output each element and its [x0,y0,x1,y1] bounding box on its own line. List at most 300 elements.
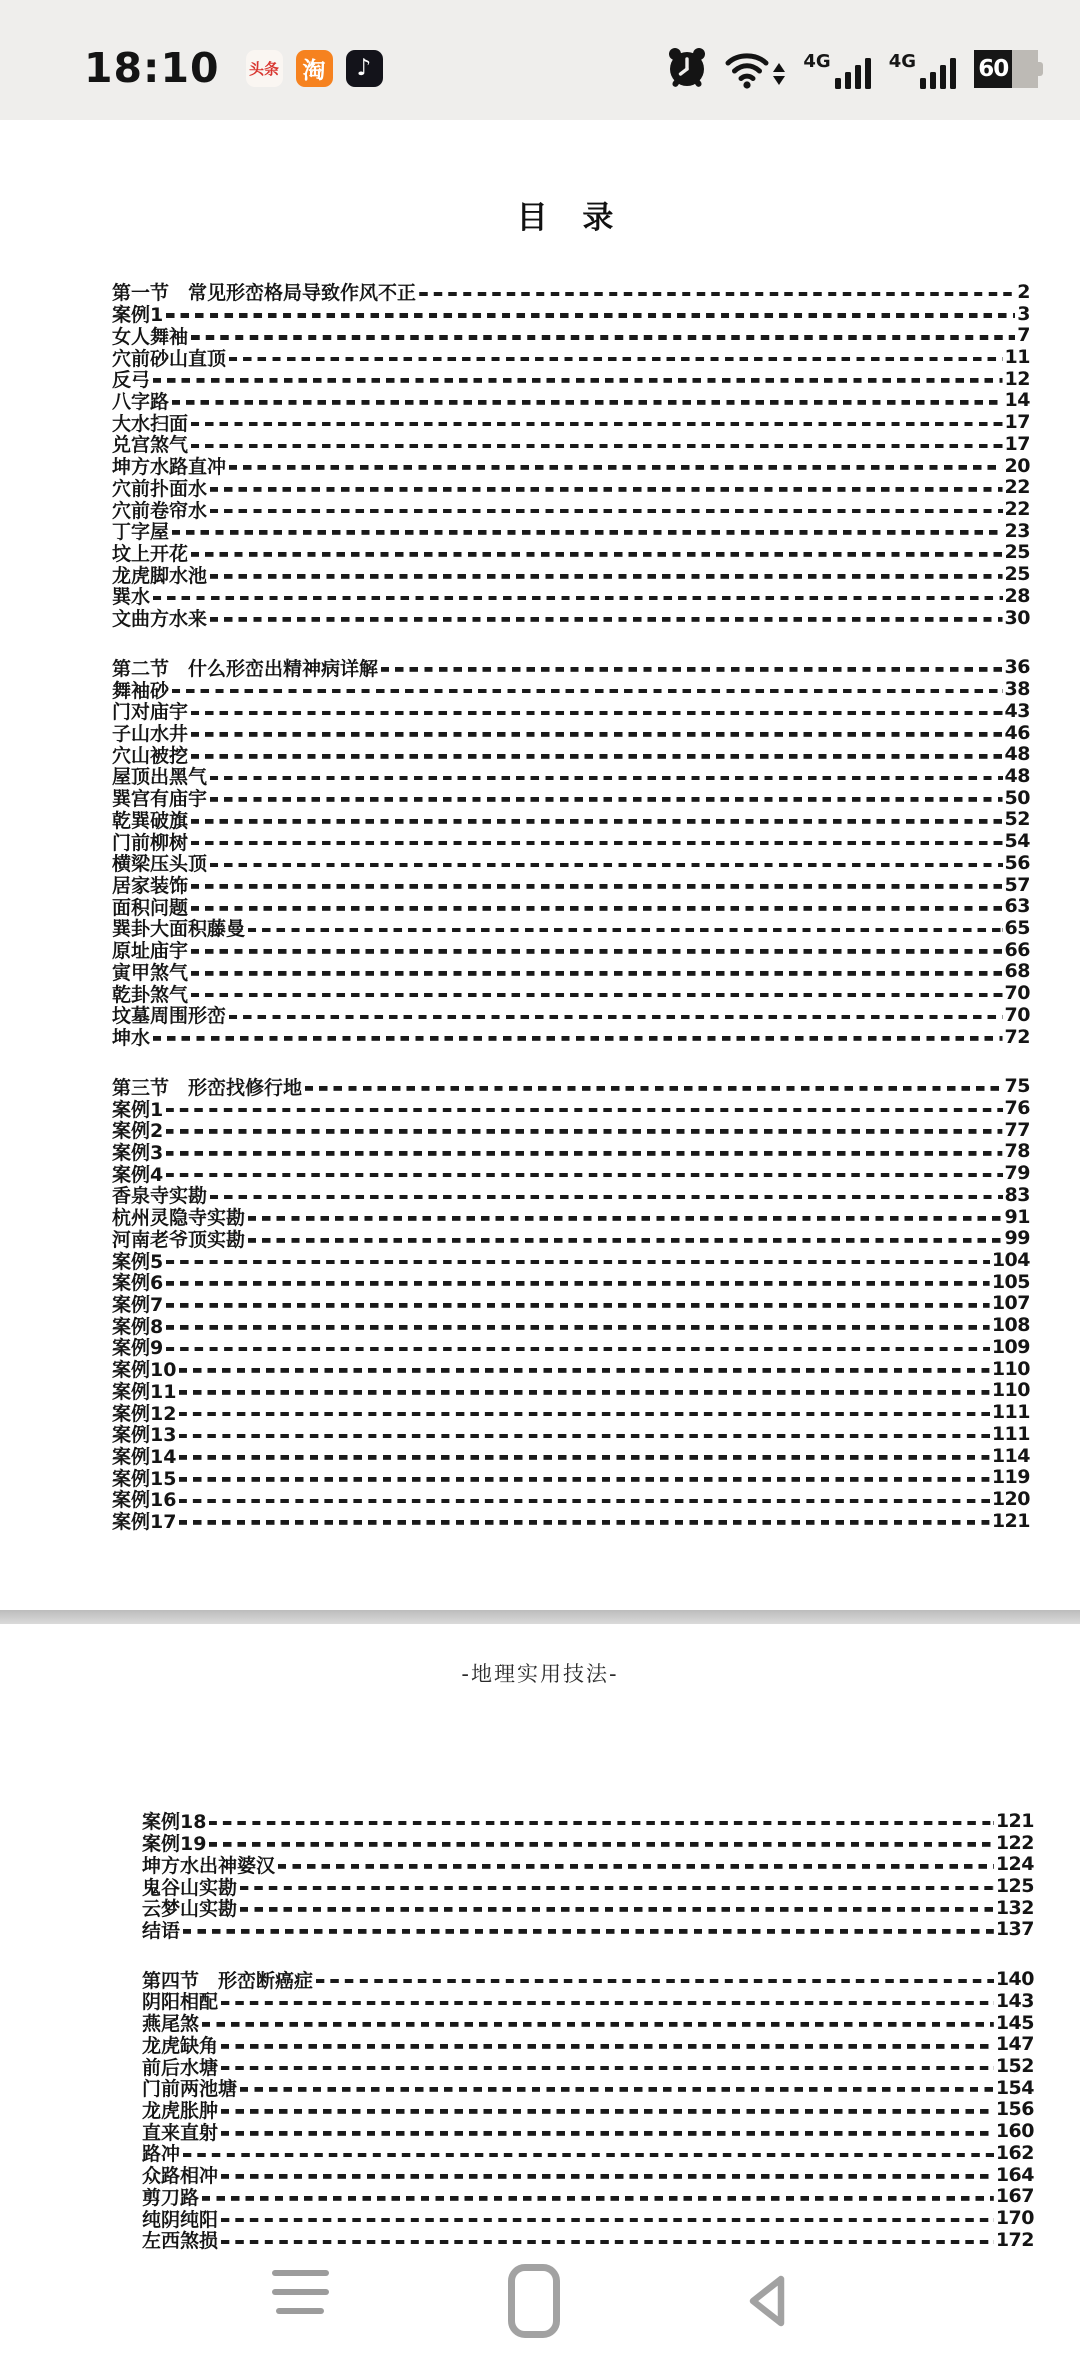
toc-entry-page: 2 [1017,280,1030,303]
toc-entry-title: 穴前卷帘水 [112,499,208,522]
toc-entry-page: 143 [995,1989,1034,2012]
dash-leader [191,444,1003,449]
toc-entry [112,830,1030,852]
toc-entry-page: 137 [995,1918,1034,1941]
dash-leader [248,928,1003,933]
page-divider [0,1610,1080,1624]
toc-entry [112,1097,1030,1119]
toc-entry-title: 大水扫面 [112,412,189,435]
dash-leader [191,552,1003,557]
toc-entry [112,498,1030,520]
toc-entry-page: 120 [991,1487,1030,1510]
toc-entry-title: 巽水 [112,586,151,609]
toc-entry [112,607,1030,629]
toc-entry [112,1004,1030,1026]
toc-entry [112,1423,1030,1445]
dash-leader [166,1303,990,1308]
toc-entry-title: 龙虎缺角 [142,2034,219,2057]
dash-leader [153,1036,1003,1041]
toc-entry-page: 50 [1004,786,1030,809]
toc-entry-page: 77 [1004,1118,1030,1141]
dash-leader [221,2240,994,2245]
toc-entry-title: 左西煞损 [142,2230,219,2253]
toc-entry-title: 案例16 [112,1489,177,1512]
status-bar [0,0,1080,120]
dash-leader [179,1390,989,1395]
toc-entry-title: 案例17 [112,1511,177,1534]
dash-leader [166,1108,1002,1113]
battery-percent: 60 [974,50,1012,88]
toc-entry [142,2207,1034,2229]
toc-entry-page: 38 [1004,678,1030,701]
dash-leader [221,2001,994,2006]
toc-entry-title: 舞袖砂 [112,679,170,702]
toc-entry-page: 107 [991,1292,1030,1315]
toc-entry-page: 105 [991,1270,1030,1293]
dash-leader [240,2087,994,2092]
toc-entry-title: 云梦山实勘 [142,1898,238,1921]
toc-entry-page: 48 [1004,743,1030,766]
toc-entry-page: 124 [995,1853,1034,1876]
toc-entry-page: 114 [991,1444,1030,1467]
toc-entry [112,678,1030,700]
toc-entry-title: 第一节 常见形峦格局导致作风不正 [112,282,417,305]
dash-leader [191,884,1003,889]
toc-entry-page: 162 [995,2141,1034,2164]
dash-leader [179,1499,989,1504]
toc-entry-page: 121 [991,1509,1030,1532]
dash-leader [210,617,1003,622]
toc-entry-page: 172 [995,2228,1034,2251]
toc-entry-page: 75 [1004,1075,1030,1098]
dash-leader [166,1129,1002,1134]
toc-entry-page: 63 [1004,895,1030,918]
toc-entry [142,1832,1034,1854]
toc-entry [112,895,1030,917]
toc-title: 目 录 [516,200,626,236]
toc-entry [142,2033,1034,2055]
dash-leader [191,949,1003,954]
toc-entry-page: 70 [1004,982,1030,1005]
dash-leader [179,1477,989,1482]
dash-leader [191,422,1003,427]
toc-entry-page: 167 [995,2185,1034,2208]
toc-entry-title: 门前两池塘 [142,2078,238,2101]
toc-entry-page: 79 [1004,1162,1030,1185]
toc-entry-title: 原址庙宇 [112,940,189,963]
toc-entry-page: 65 [1004,916,1030,939]
dash-leader [191,754,1003,759]
toc-entry [112,700,1030,722]
toc-entry-title: 众路相冲 [142,2165,219,2188]
toc-entry-page: 104 [991,1249,1030,1272]
toc-entry-title: 案例1 [112,1098,164,1121]
dash-leader [183,2153,994,2158]
toc-entry-title: 巽宫有庙宇 [112,788,208,811]
toc-entry [142,1919,1034,1941]
toc-entry-page: 122 [995,1831,1034,1854]
toc-entry [112,743,1030,765]
dash-leader [209,1821,993,1826]
toc-entry-page: 83 [1004,1183,1030,1206]
toc-entry-page: 7 [1017,324,1030,347]
dash-leader [210,776,1003,781]
battery-icon [974,50,1038,88]
toc-entry [112,1141,1030,1163]
toc-entry-title: 案例6 [112,1272,164,1295]
toc-entry-title: 穴前砂山直顶 [112,347,227,370]
toutiao-app-icon: 头条 [246,50,283,87]
toc-entry-page: 30 [1004,606,1030,629]
toc-entry-title: 乾巽破旗 [112,809,189,832]
toc-entry-page: 99 [1004,1227,1030,1250]
toc-section [142,1810,1034,1940]
toc-entry-title: 鬼谷山实勘 [142,1876,238,1899]
toc-entry [142,2120,1034,2142]
dash-leader [305,1086,1003,1091]
toc-entry-page: 109 [991,1335,1030,1358]
wifi-icon [725,53,785,89]
toc-entry [112,346,1030,368]
toc-entry [112,1249,1030,1271]
toc-entry [112,1445,1030,1467]
toc-entry-page: 48 [1004,764,1030,787]
toc-entry [112,722,1030,744]
toc-entry [112,324,1030,346]
dash-leader [191,993,1003,998]
toc-entry [112,585,1030,607]
dash-leader [278,1864,994,1869]
toc-entry-title: 乾卦煞气 [112,983,189,1006]
dash-leader [153,596,1003,601]
toc-entry [112,1510,1030,1532]
toc-entry-title: 前后水塘 [142,2056,219,2079]
dash-leader [221,2218,994,2223]
dash-leader [172,530,1003,535]
toc-entry-title: 案例8 [112,1315,164,1338]
toc-entry [142,1968,1034,1990]
toc-entry [142,1810,1034,1832]
toc-entry-title: 巽卦大面积藤曼 [112,918,246,941]
toc-entry-page: 17 [1004,432,1030,455]
toc-entry-title: 路冲 [142,2143,181,2166]
document-page-2 [0,1624,1080,2354]
toc-entry-title: 门对庙宇 [112,701,189,724]
dash-leader [191,335,1015,340]
toc-entry-page: 119 [991,1466,1030,1489]
toc-entry [112,563,1030,585]
toc-entry-page: 121 [995,1809,1034,1832]
toc-entry-page: 52 [1004,808,1030,831]
dash-leader [166,1281,990,1286]
toc-entry [112,542,1030,564]
dash-leader [240,1907,994,1912]
dash-leader [166,313,1015,318]
toc-entry [112,1026,1030,1048]
toc-entry-page: 54 [1004,830,1030,853]
toc-entry-title: 反弓 [112,369,151,392]
toc-entry [112,657,1030,679]
toc-entry-title: 案例14 [112,1446,177,1469]
toc-entry-title: 居家装饰 [112,875,189,898]
toc-entry [112,520,1030,542]
toc-entry-title: 阴阳相配 [142,1991,219,2014]
toc-entry-title: 龙虎脚水池 [112,564,208,587]
toc-entry-page: 70 [1004,1003,1030,1026]
toc-entry [112,303,1030,325]
toc-entry-title: 案例18 [142,1811,207,1834]
toc-entry-title: 案例4 [112,1163,164,1186]
toc-entry [112,1119,1030,1141]
toc-entry [112,1293,1030,1315]
toc-entry [112,1206,1030,1228]
toc-entry-page: 164 [995,2163,1034,2186]
toc-entry [112,433,1030,455]
toc-entry [112,281,1030,303]
toc-entry-title: 案例7 [112,1293,164,1316]
toc-entry-page: 22 [1004,476,1030,499]
dash-leader [221,2109,994,2114]
dash-leader [221,2131,994,2136]
dash-leader [179,1520,989,1525]
toc-entry [112,1380,1030,1402]
toc-entry-page: 111 [991,1401,1030,1424]
toc-entry-page: 56 [1004,851,1030,874]
toc-entry-title: 案例12 [112,1402,177,1425]
toc-entry-page: 156 [995,2098,1034,2121]
toc-entry-title: 案例2 [112,1120,164,1143]
toc-entry-title: 面积问题 [112,896,189,919]
toc-entry-title: 寅甲煞气 [112,961,189,984]
dash-leader [179,1368,989,1373]
toc-entry [112,765,1030,787]
toc-entry-page: 23 [1004,519,1030,542]
toc-entry-page: 43 [1004,699,1030,722]
toc-entry-page: 68 [1004,960,1030,983]
dash-leader [166,1347,990,1352]
toc-entry-title: 剪刀路 [142,2186,200,2209]
toc-entry-page: 78 [1004,1140,1030,1163]
dash-leader [209,1842,993,1847]
toc-entry [112,874,1030,896]
toc-entry [112,961,1030,983]
toc-entry [112,368,1030,390]
dash-leader [191,732,1003,737]
toc-entry [142,2099,1034,2121]
running-header: -地理实用技法- [461,1662,619,1686]
toc-entry-title: 案例15 [112,1467,177,1490]
dash-leader [166,1151,1002,1156]
toc-entry [112,1358,1030,1380]
dash-leader [229,357,1003,362]
toc-entry-title: 第三节 形峦找修行地 [112,1076,303,1099]
dash-leader [210,1195,1003,1200]
toc-section [142,1968,1034,2253]
dash-leader [381,667,1003,672]
dash-leader [179,1434,989,1439]
toc-entry-page: 111 [991,1422,1030,1445]
toc-entry-page: 160 [995,2120,1034,2143]
toc-entry-title: 案例11 [112,1380,177,1403]
toc-entry-page: 66 [1004,938,1030,961]
toc-entry-title: 河南老爷顶实勘 [112,1228,246,1251]
dash-leader [248,1216,1003,1221]
toc-entry [112,852,1030,874]
toc-entry [112,939,1030,961]
toc-entry-page: 110 [991,1357,1030,1380]
dash-leader [191,841,1003,846]
toc-entry-title: 屋顶出黑气 [112,766,208,789]
toc-entry-title: 子山水井 [112,723,189,746]
dash-leader [179,1455,989,1460]
toc-entry-title: 燕尾煞 [142,2013,200,2036]
toc-entry [112,1466,1030,1488]
dash-leader [179,1412,989,1417]
dash-leader [210,863,1003,868]
toc-entry-title: 第二节 什么形峦出精神病详解 [112,657,379,680]
wifi-traffic-arrows-icon [773,63,785,85]
toc-entry-page: 145 [995,2011,1034,2034]
toc-entry-page: 108 [991,1314,1030,1337]
toc-entry [112,982,1030,1004]
toc-entry [112,917,1030,939]
toc-entry-title: 直来直射 [142,2121,219,2144]
dash-leader [191,906,1003,911]
toc-entry [142,2142,1034,2164]
toc-entry-title: 杭州灵隐寺实勘 [112,1207,246,1230]
dash-leader [191,711,1003,716]
dash-leader [166,1260,990,1265]
toc-entry-title: 结语 [142,1919,181,1942]
toc-entry-page: 147 [995,2033,1034,2056]
dash-leader [166,1173,1002,1178]
notification-app-icons [246,50,383,87]
toc-entry [142,1897,1034,1919]
dash-leader [248,1238,1003,1243]
toc-entry-title: 兑宫煞气 [112,434,189,457]
toc-entry [142,1875,1034,1897]
toc-section [112,1075,1030,1534]
status-icons-group [667,47,1038,89]
dash-leader [229,465,1003,470]
toc-entry-page: 25 [1004,563,1030,586]
toc-entry-page: 110 [991,1379,1030,1402]
toc-entry-title: 案例9 [112,1337,164,1360]
toc-list-page2 [142,1809,1034,2253]
toc-entry-title: 案例1 [112,304,164,327]
dash-leader [153,378,1003,383]
dash-leader [240,1886,994,1891]
dash-leader [221,2066,994,2071]
toc-entry [112,1336,1030,1358]
toc-entry-title: 穴前扑面水 [112,477,208,500]
toc-entry [112,411,1030,433]
toc-entry-page: 125 [995,1875,1034,1898]
toc-entry-page: 140 [995,1968,1034,1991]
toc-entry-page: 46 [1004,721,1030,744]
toc-entry-title: 坤水 [112,1027,151,1050]
toc-entry [112,455,1030,477]
toc-entry-page: 132 [995,1896,1034,1919]
toc-entry-title: 八字路 [112,390,170,413]
toc-entry [112,1401,1030,1423]
home-icon[interactable] [508,2264,560,2338]
toc-entry-title: 女人舞袖 [112,325,189,348]
toc-entry [112,1184,1030,1206]
toc-entry [142,2055,1034,2077]
toc-entry [142,1990,1034,2012]
toc-entry-page: 91 [1004,1205,1030,1228]
toc-entry-page: 25 [1004,541,1030,564]
toc-entry-page: 36 [1004,656,1030,679]
toc-entry-title: 案例10 [112,1359,177,1382]
toc-entry [112,1488,1030,1510]
toc-entry [112,1271,1030,1293]
toc-entry-title: 穴山被挖 [112,744,189,767]
back-icon[interactable] [742,2272,796,2330]
menu-icon[interactable] [272,2270,329,2314]
dash-leader [419,292,1015,297]
toc-entry [112,1162,1030,1184]
dash-leader [221,2174,994,2179]
tiktok-app-icon: ♪ [346,50,383,87]
toc-entry [112,1075,1030,1097]
toc-entry-page: 28 [1004,584,1030,607]
toc-entry-page: 3 [1017,302,1030,325]
toc-entry-title: 坟上开花 [112,542,189,565]
toc-entry-page: 22 [1004,498,1030,521]
dash-leader [221,2044,994,2049]
clock-time: 18:10 [84,44,220,92]
toc-entry [112,1227,1030,1249]
dash-leader [229,1015,1003,1020]
toc-section [112,281,1030,629]
dash-leader [191,819,1003,824]
signal-4g-icon-sim1: 4G [803,53,870,89]
toc-entry-title: 坤方水出神婆汉 [142,1854,276,1877]
toc-entry-page: 152 [995,2055,1034,2078]
dash-leader [202,2022,994,2027]
toc-entry-page: 20 [1004,454,1030,477]
toc-entry-title: 横梁压头顶 [112,853,208,876]
toc-entry [112,476,1030,498]
toc-list-page1 [112,281,1030,1532]
dash-leader [316,1979,994,1984]
toc-entry [142,1853,1034,1875]
toc-entry-page: 154 [995,2076,1034,2099]
toc-entry [112,390,1030,412]
toc-entry-title: 龙虎胀肿 [142,2099,219,2122]
toc-entry-page: 72 [1004,1025,1030,1048]
dash-leader [172,689,1003,694]
toc-entry [112,787,1030,809]
signal-4g-icon-sim2: 4G [889,53,956,89]
toc-entry-page: 14 [1004,389,1030,412]
dash-leader [191,971,1003,976]
toc-entry-title: 第四节 形峦断癌症 [142,1969,314,1992]
alarm-icon [667,47,707,89]
toc-entry [112,809,1030,831]
toc-entry [142,2229,1034,2251]
toc-entry-title: 案例5 [112,1250,164,1273]
toc-entry [142,2012,1034,2034]
toc-entry-title: 案例13 [112,1424,177,1447]
dash-leader [172,400,1003,405]
toc-entry [112,1314,1030,1336]
dash-leader [202,2196,994,2201]
toc-entry-title: 案例19 [142,1833,207,1856]
toc-entry [142,2164,1034,2186]
